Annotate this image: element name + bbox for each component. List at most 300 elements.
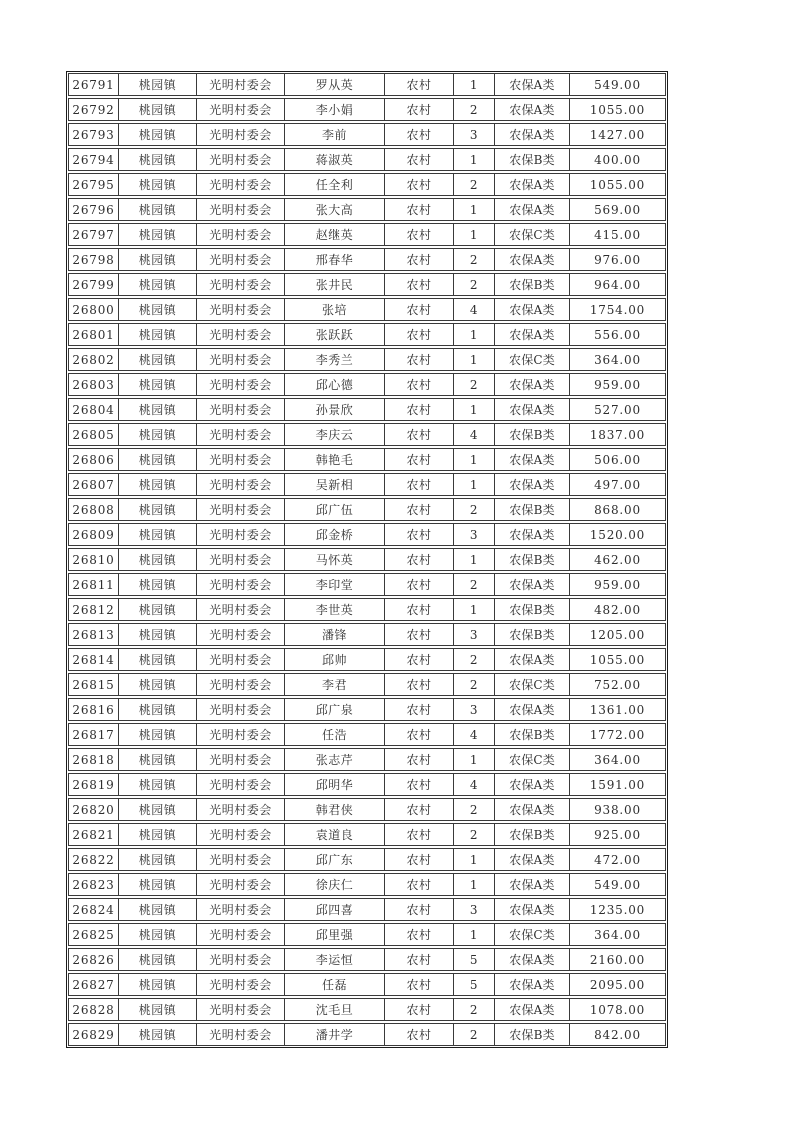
plan-cell: 农保B类 bbox=[495, 274, 570, 295]
name-cell: 徐庆仁 bbox=[285, 874, 385, 895]
town-cell: 桃园镇 bbox=[119, 724, 197, 745]
row-id-cell: 26802 bbox=[69, 349, 119, 370]
row-id-cell: 26798 bbox=[69, 249, 119, 270]
town-cell: 桃园镇 bbox=[119, 824, 197, 845]
table-row bbox=[68, 948, 666, 971]
village-cell: 光明村委会 bbox=[197, 449, 285, 470]
benefits-table bbox=[66, 71, 668, 1048]
village-cell: 光明村委会 bbox=[197, 199, 285, 220]
residence-cell: 农村 bbox=[385, 199, 454, 220]
residence-cell: 农村 bbox=[385, 324, 454, 345]
plan-cell: 农保B类 bbox=[495, 424, 570, 445]
table-row bbox=[68, 398, 666, 421]
count-cell: 1 bbox=[454, 849, 495, 870]
name-cell: 李小娟 bbox=[285, 99, 385, 120]
row-id-cell: 26800 bbox=[69, 299, 119, 320]
residence-cell: 农村 bbox=[385, 749, 454, 770]
table-row bbox=[68, 798, 666, 821]
plan-cell: 农保A类 bbox=[495, 974, 570, 995]
amount-cell: 1772.00 bbox=[589, 727, 646, 742]
name-cell: 邱明华 bbox=[285, 774, 385, 795]
town-cell: 桃园镇 bbox=[119, 399, 197, 420]
row-id-cell: 26820 bbox=[69, 799, 119, 820]
count-cell: 1 bbox=[454, 599, 495, 620]
name-cell: 李印堂 bbox=[285, 574, 385, 595]
town-cell: 桃园镇 bbox=[119, 874, 197, 895]
plan-cell: 农保A类 bbox=[495, 199, 570, 220]
row-id-cell: 26816 bbox=[69, 699, 119, 720]
table-row bbox=[68, 198, 666, 221]
count-cell: 1 bbox=[454, 74, 495, 95]
name-cell: 潘锋 bbox=[285, 624, 385, 645]
residence-cell: 农村 bbox=[385, 224, 454, 245]
amount-cell: 1055.00 bbox=[589, 102, 646, 117]
table-row bbox=[68, 898, 666, 921]
amount-cell: 1591.00 bbox=[589, 777, 646, 792]
amount-cell: 868.00 bbox=[594, 502, 641, 517]
table-row bbox=[68, 298, 666, 321]
plan-cell: 农保C类 bbox=[495, 349, 570, 370]
name-cell: 邱广伍 bbox=[285, 499, 385, 520]
name-cell: 张井民 bbox=[285, 274, 385, 295]
residence-cell: 农村 bbox=[385, 574, 454, 595]
village-cell: 光明村委会 bbox=[197, 424, 285, 445]
amount-cell: 364.00 bbox=[594, 927, 641, 942]
residence-cell: 农村 bbox=[385, 649, 454, 670]
count-cell: 4 bbox=[454, 724, 495, 745]
village-cell: 光明村委会 bbox=[197, 899, 285, 920]
name-cell: 李前 bbox=[285, 124, 385, 145]
row-id-cell: 26819 bbox=[69, 774, 119, 795]
amount-cell: 1235.00 bbox=[589, 902, 646, 917]
town-cell: 桃园镇 bbox=[119, 199, 197, 220]
village-cell: 光明村委会 bbox=[197, 524, 285, 545]
name-cell: 张大高 bbox=[285, 199, 385, 220]
name-cell: 张志芹 bbox=[285, 749, 385, 770]
residence-cell: 农村 bbox=[385, 74, 454, 95]
row-id-cell: 26792 bbox=[69, 99, 119, 120]
table-row bbox=[68, 573, 666, 596]
table-row bbox=[68, 73, 666, 96]
town-cell: 桃园镇 bbox=[119, 249, 197, 270]
name-cell: 邱广泉 bbox=[285, 699, 385, 720]
town-cell: 桃园镇 bbox=[119, 549, 197, 570]
name-cell: 邱心德 bbox=[285, 374, 385, 395]
row-id-cell: 26814 bbox=[69, 649, 119, 670]
amount-cell: 959.00 bbox=[594, 577, 641, 592]
town-cell: 桃园镇 bbox=[119, 849, 197, 870]
row-id-cell: 26806 bbox=[69, 449, 119, 470]
count-cell: 2 bbox=[454, 574, 495, 595]
plan-cell: 农保A类 bbox=[495, 874, 570, 895]
row-id-cell: 26826 bbox=[69, 949, 119, 970]
residence-cell: 农村 bbox=[385, 724, 454, 745]
village-cell: 光明村委会 bbox=[197, 99, 285, 120]
plan-cell: 农保B类 bbox=[495, 1024, 570, 1045]
amount-cell: 497.00 bbox=[594, 477, 641, 492]
village-cell: 光明村委会 bbox=[197, 574, 285, 595]
name-cell: 马怀英 bbox=[285, 549, 385, 570]
village-cell: 光明村委会 bbox=[197, 1024, 285, 1045]
village-cell: 光明村委会 bbox=[197, 249, 285, 270]
town-cell: 桃园镇 bbox=[119, 124, 197, 145]
row-id-cell: 26822 bbox=[69, 849, 119, 870]
town-cell: 桃园镇 bbox=[119, 999, 197, 1020]
row-id-cell: 26796 bbox=[69, 199, 119, 220]
plan-cell: 农保A类 bbox=[495, 124, 570, 145]
village-cell: 光明村委会 bbox=[197, 549, 285, 570]
table-row bbox=[68, 973, 666, 996]
name-cell: 张培 bbox=[285, 299, 385, 320]
village-cell: 光明村委会 bbox=[197, 774, 285, 795]
town-cell: 桃园镇 bbox=[119, 524, 197, 545]
table-row bbox=[68, 598, 666, 621]
amount-cell: 364.00 bbox=[594, 352, 641, 367]
plan-cell: 农保A类 bbox=[495, 899, 570, 920]
amount-cell: 1520.00 bbox=[589, 527, 646, 542]
town-cell: 桃园镇 bbox=[119, 974, 197, 995]
residence-cell: 农村 bbox=[385, 924, 454, 945]
plan-cell: 农保A类 bbox=[495, 249, 570, 270]
count-cell: 3 bbox=[454, 524, 495, 545]
plan-cell: 农保B类 bbox=[495, 824, 570, 845]
name-cell: 邢春华 bbox=[285, 249, 385, 270]
amount-cell: 959.00 bbox=[594, 377, 641, 392]
amount-cell: 842.00 bbox=[594, 1027, 641, 1042]
amount-cell: 925.00 bbox=[594, 827, 641, 842]
amount-cell: 472.00 bbox=[594, 852, 641, 867]
town-cell: 桃园镇 bbox=[119, 324, 197, 345]
village-cell: 光明村委会 bbox=[197, 849, 285, 870]
town-cell: 桃园镇 bbox=[119, 899, 197, 920]
town-cell: 桃园镇 bbox=[119, 599, 197, 620]
amount-cell: 549.00 bbox=[594, 877, 641, 892]
residence-cell: 农村 bbox=[385, 149, 454, 170]
residence-cell: 农村 bbox=[385, 349, 454, 370]
village-cell: 光明村委会 bbox=[197, 499, 285, 520]
town-cell: 桃园镇 bbox=[119, 424, 197, 445]
count-cell: 3 bbox=[454, 899, 495, 920]
village-cell: 光明村委会 bbox=[197, 949, 285, 970]
residence-cell: 农村 bbox=[385, 699, 454, 720]
name-cell: 吴新相 bbox=[285, 474, 385, 495]
table-row bbox=[68, 673, 666, 696]
name-cell: 任全利 bbox=[285, 174, 385, 195]
count-cell: 1 bbox=[454, 199, 495, 220]
table-row bbox=[68, 323, 666, 346]
table-row bbox=[68, 998, 666, 1021]
plan-cell: 农保A类 bbox=[495, 299, 570, 320]
plan-cell: 农保B类 bbox=[495, 149, 570, 170]
name-cell: 李秀兰 bbox=[285, 349, 385, 370]
plan-cell: 农保B类 bbox=[495, 724, 570, 745]
town-cell: 桃园镇 bbox=[119, 924, 197, 945]
table-row bbox=[68, 123, 666, 146]
name-cell: 孙景欣 bbox=[285, 399, 385, 420]
residence-cell: 农村 bbox=[385, 874, 454, 895]
count-cell: 1 bbox=[454, 349, 495, 370]
village-cell: 光明村委会 bbox=[197, 174, 285, 195]
plan-cell: 农保A类 bbox=[495, 774, 570, 795]
name-cell: 邱帅 bbox=[285, 649, 385, 670]
table-row bbox=[68, 548, 666, 571]
name-cell: 邱里强 bbox=[285, 924, 385, 945]
residence-cell: 农村 bbox=[385, 849, 454, 870]
amount-cell: 549.00 bbox=[594, 77, 641, 92]
count-cell: 2 bbox=[454, 999, 495, 1020]
row-id-cell: 26804 bbox=[69, 399, 119, 420]
count-cell: 1 bbox=[454, 149, 495, 170]
table-row bbox=[68, 823, 666, 846]
residence-cell: 农村 bbox=[385, 824, 454, 845]
name-cell: 李世英 bbox=[285, 599, 385, 620]
village-cell: 光明村委会 bbox=[197, 974, 285, 995]
residence-cell: 农村 bbox=[385, 774, 454, 795]
residence-cell: 农村 bbox=[385, 399, 454, 420]
residence-cell: 农村 bbox=[385, 799, 454, 820]
count-cell: 3 bbox=[454, 699, 495, 720]
residence-cell: 农村 bbox=[385, 174, 454, 195]
residence-cell: 农村 bbox=[385, 674, 454, 695]
town-cell: 桃园镇 bbox=[119, 74, 197, 95]
row-id-cell: 26825 bbox=[69, 924, 119, 945]
amount-cell: 462.00 bbox=[594, 552, 641, 567]
town-cell: 桃园镇 bbox=[119, 149, 197, 170]
plan-cell: 农保A类 bbox=[495, 849, 570, 870]
town-cell: 桃园镇 bbox=[119, 449, 197, 470]
table-row bbox=[68, 273, 666, 296]
village-cell: 光明村委会 bbox=[197, 824, 285, 845]
village-cell: 光明村委会 bbox=[197, 624, 285, 645]
plan-cell: 农保A类 bbox=[495, 474, 570, 495]
plan-cell: 农保A类 bbox=[495, 449, 570, 470]
amount-cell: 938.00 bbox=[594, 802, 641, 817]
name-cell: 邱四喜 bbox=[285, 899, 385, 920]
plan-cell: 农保A类 bbox=[495, 574, 570, 595]
village-cell: 光明村委会 bbox=[197, 799, 285, 820]
town-cell: 桃园镇 bbox=[119, 374, 197, 395]
row-id-cell: 26799 bbox=[69, 274, 119, 295]
village-cell: 光明村委会 bbox=[197, 724, 285, 745]
town-cell: 桃园镇 bbox=[119, 499, 197, 520]
town-cell: 桃园镇 bbox=[119, 1024, 197, 1045]
count-cell: 2 bbox=[454, 674, 495, 695]
village-cell: 光明村委会 bbox=[197, 74, 285, 95]
name-cell: 任浩 bbox=[285, 724, 385, 745]
count-cell: 1 bbox=[454, 874, 495, 895]
row-id-cell: 26827 bbox=[69, 974, 119, 995]
count-cell: 5 bbox=[454, 949, 495, 970]
count-cell: 2 bbox=[454, 649, 495, 670]
residence-cell: 农村 bbox=[385, 549, 454, 570]
row-id-cell: 26812 bbox=[69, 599, 119, 620]
plan-cell: 农保A类 bbox=[495, 74, 570, 95]
table-row bbox=[68, 148, 666, 171]
amount-cell: 569.00 bbox=[594, 202, 641, 217]
amount-cell: 1078.00 bbox=[589, 1002, 646, 1017]
count-cell: 1 bbox=[454, 449, 495, 470]
name-cell: 韩艳毛 bbox=[285, 449, 385, 470]
name-cell: 李君 bbox=[285, 674, 385, 695]
table-row bbox=[68, 623, 666, 646]
count-cell: 1 bbox=[454, 399, 495, 420]
count-cell: 3 bbox=[454, 624, 495, 645]
amount-cell: 1837.00 bbox=[589, 427, 646, 442]
village-cell: 光明村委会 bbox=[197, 274, 285, 295]
residence-cell: 农村 bbox=[385, 374, 454, 395]
residence-cell: 农村 bbox=[385, 124, 454, 145]
name-cell: 蒋淑英 bbox=[285, 149, 385, 170]
amount-cell: 527.00 bbox=[594, 402, 641, 417]
count-cell: 1 bbox=[454, 324, 495, 345]
plan-cell: 农保A类 bbox=[495, 649, 570, 670]
plan-cell: 农保C类 bbox=[495, 224, 570, 245]
count-cell: 2 bbox=[454, 799, 495, 820]
amount-cell: 1427.00 bbox=[589, 127, 646, 142]
village-cell: 光明村委会 bbox=[197, 874, 285, 895]
row-id-cell: 26791 bbox=[69, 74, 119, 95]
table-row bbox=[68, 373, 666, 396]
town-cell: 桃园镇 bbox=[119, 299, 197, 320]
residence-cell: 农村 bbox=[385, 949, 454, 970]
count-cell: 2 bbox=[454, 824, 495, 845]
name-cell: 邱金桥 bbox=[285, 524, 385, 545]
name-cell: 李庆云 bbox=[285, 424, 385, 445]
table-row bbox=[68, 223, 666, 246]
village-cell: 光明村委会 bbox=[197, 324, 285, 345]
village-cell: 光明村委会 bbox=[197, 749, 285, 770]
row-id-cell: 26818 bbox=[69, 749, 119, 770]
name-cell: 邱广东 bbox=[285, 849, 385, 870]
amount-cell: 364.00 bbox=[594, 752, 641, 767]
count-cell: 4 bbox=[454, 424, 495, 445]
amount-cell: 400.00 bbox=[594, 152, 641, 167]
town-cell: 桃园镇 bbox=[119, 699, 197, 720]
town-cell: 桃园镇 bbox=[119, 349, 197, 370]
residence-cell: 农村 bbox=[385, 974, 454, 995]
count-cell: 3 bbox=[454, 124, 495, 145]
plan-cell: 农保B类 bbox=[495, 599, 570, 620]
residence-cell: 农村 bbox=[385, 1024, 454, 1045]
residence-cell: 农村 bbox=[385, 274, 454, 295]
residence-cell: 农村 bbox=[385, 899, 454, 920]
residence-cell: 农村 bbox=[385, 474, 454, 495]
name-cell: 张跃跃 bbox=[285, 324, 385, 345]
table-row bbox=[68, 923, 666, 946]
amount-cell: 1205.00 bbox=[589, 627, 646, 642]
table-row bbox=[68, 423, 666, 446]
count-cell: 5 bbox=[454, 974, 495, 995]
plan-cell: 农保A类 bbox=[495, 699, 570, 720]
row-id-cell: 26795 bbox=[69, 174, 119, 195]
town-cell: 桃园镇 bbox=[119, 624, 197, 645]
amount-cell: 482.00 bbox=[594, 602, 641, 617]
plan-cell: 农保C类 bbox=[495, 924, 570, 945]
table-row bbox=[68, 723, 666, 746]
village-cell: 光明村委会 bbox=[197, 349, 285, 370]
count-cell: 2 bbox=[454, 174, 495, 195]
row-id-cell: 26797 bbox=[69, 224, 119, 245]
town-cell: 桃园镇 bbox=[119, 799, 197, 820]
row-id-cell: 26808 bbox=[69, 499, 119, 520]
row-id-cell: 26824 bbox=[69, 899, 119, 920]
town-cell: 桃园镇 bbox=[119, 674, 197, 695]
row-id-cell: 26803 bbox=[69, 374, 119, 395]
village-cell: 光明村委会 bbox=[197, 674, 285, 695]
table-row bbox=[68, 98, 666, 121]
table-row bbox=[68, 448, 666, 471]
town-cell: 桃园镇 bbox=[119, 949, 197, 970]
row-id-cell: 26815 bbox=[69, 674, 119, 695]
plan-cell: 农保C类 bbox=[495, 674, 570, 695]
table-row bbox=[68, 698, 666, 721]
table-row bbox=[68, 173, 666, 196]
name-cell: 罗从英 bbox=[285, 74, 385, 95]
table-row bbox=[68, 748, 666, 771]
count-cell: 4 bbox=[454, 299, 495, 320]
table-row bbox=[68, 848, 666, 871]
town-cell: 桃园镇 bbox=[119, 474, 197, 495]
row-id-cell: 26805 bbox=[69, 424, 119, 445]
residence-cell: 农村 bbox=[385, 99, 454, 120]
count-cell: 1 bbox=[454, 474, 495, 495]
village-cell: 光明村委会 bbox=[197, 299, 285, 320]
table-row bbox=[68, 648, 666, 671]
village-cell: 光明村委会 bbox=[197, 649, 285, 670]
town-cell: 桃园镇 bbox=[119, 274, 197, 295]
village-cell: 光明村委会 bbox=[197, 599, 285, 620]
town-cell: 桃园镇 bbox=[119, 224, 197, 245]
amount-cell: 2095.00 bbox=[589, 977, 646, 992]
plan-cell: 农保A类 bbox=[495, 174, 570, 195]
town-cell: 桃园镇 bbox=[119, 99, 197, 120]
table-row bbox=[68, 773, 666, 796]
residence-cell: 农村 bbox=[385, 624, 454, 645]
row-id-cell: 26821 bbox=[69, 824, 119, 845]
row-id-cell: 26828 bbox=[69, 999, 119, 1020]
plan-cell: 农保C类 bbox=[495, 749, 570, 770]
plan-cell: 农保B类 bbox=[495, 499, 570, 520]
row-id-cell: 26810 bbox=[69, 549, 119, 570]
name-cell: 袁道良 bbox=[285, 824, 385, 845]
residence-cell: 农村 bbox=[385, 249, 454, 270]
town-cell: 桃园镇 bbox=[119, 174, 197, 195]
table-row bbox=[68, 348, 666, 371]
row-id-cell: 26793 bbox=[69, 124, 119, 145]
row-id-cell: 26811 bbox=[69, 574, 119, 595]
row-id-cell: 26829 bbox=[69, 1024, 119, 1045]
village-cell: 光明村委会 bbox=[197, 474, 285, 495]
residence-cell: 农村 bbox=[385, 524, 454, 545]
plan-cell: 农保B类 bbox=[495, 549, 570, 570]
count-cell: 2 bbox=[454, 249, 495, 270]
plan-cell: 农保A类 bbox=[495, 374, 570, 395]
row-id-cell: 26813 bbox=[69, 624, 119, 645]
amount-cell: 976.00 bbox=[594, 252, 641, 267]
table-row bbox=[68, 1023, 666, 1046]
plan-cell: 农保A类 bbox=[495, 949, 570, 970]
name-cell: 潘井学 bbox=[285, 1024, 385, 1045]
amount-cell: 964.00 bbox=[594, 277, 641, 292]
row-id-cell: 26809 bbox=[69, 524, 119, 545]
town-cell: 桃园镇 bbox=[119, 649, 197, 670]
table-row bbox=[68, 523, 666, 546]
row-id-cell: 26823 bbox=[69, 874, 119, 895]
town-cell: 桃园镇 bbox=[119, 749, 197, 770]
amount-cell: 1754.00 bbox=[589, 302, 646, 317]
row-id-cell: 26794 bbox=[69, 149, 119, 170]
count-cell: 2 bbox=[454, 274, 495, 295]
